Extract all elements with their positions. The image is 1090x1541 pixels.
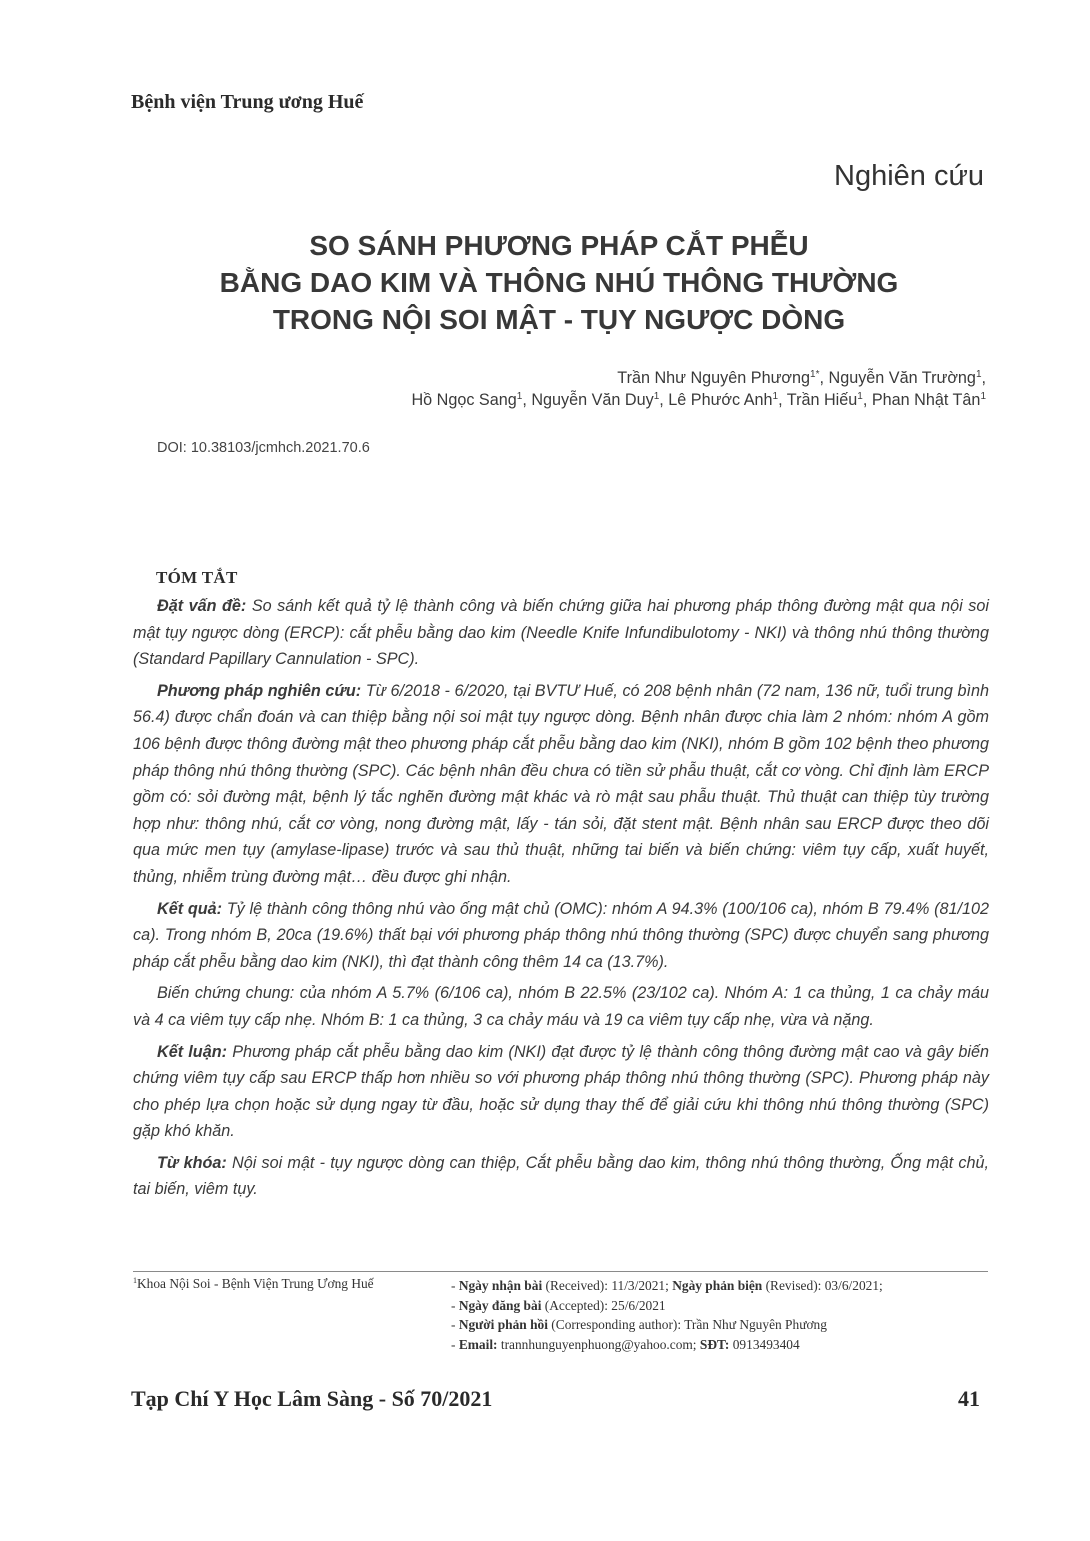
journal-footer: Tạp Chí Y Học Lâm Sàng - Số 70/2021 xyxy=(131,1386,493,1411)
footnote-divider xyxy=(133,1271,988,1272)
paragraph-label: Đặt vấn đề: xyxy=(157,597,247,615)
abstract-heading: TÓM TẮT xyxy=(156,568,238,587)
author-line-1: Trần Như Nguyên Phương$^{1*}$, Nguyễn Văn Trường$^1$, xyxy=(617,369,986,387)
received-label: Ngày nhận bài xyxy=(458,1278,543,1293)
footnote-dates xyxy=(451,1276,883,1354)
received-value: (Received): 11/3/2021; xyxy=(542,1278,673,1293)
author-name: Lê Phước Anh xyxy=(668,391,773,409)
email-label: Email: xyxy=(458,1336,498,1352)
affiliation-mark: 1 xyxy=(975,369,982,380)
title-line-2: BẰNG DAO KIM VÀ THÔNG NHÚ THÔNG THƯỜNG xyxy=(219,267,899,298)
author-name: Nguyễn Văn Duy xyxy=(531,391,654,409)
revised-label: Ngày phản biện xyxy=(672,1278,763,1293)
paragraph-text: Biến chứng chung: của nhóm A 5.7% (6/106 ca), nhóm B 22.5% (23/102 ca). Nhóm A: 1 ca thủng, 1 ca chảy máu và 4 ca viêm tụy cấp nhẹ. Nhóm B: 1 ca thủng, 3 ca chảy máu và 19 ca viêm tụy cấp nhẹ, vừa và nặng. xyxy=(133,984,989,1029)
abstract-paragraph xyxy=(133,896,989,976)
author-list xyxy=(411,367,986,411)
paragraph-text: Phương pháp cắt phễu bằng dao kim (NKI) đạt được tỷ lệ thành công thông đường mật cao và gây biến chứng viêm tụy cấp sau ERCP thấp hơn nhiều so với phương pháp thông nhú thông thường (SPC). Phương pháp này cho phép lựa chọn hoặc sử dụng ngay từ đầu, hoặc sử dụng thay thế để giải cứu khi thông nhú thông thường (SPC) gặp khó khăn. xyxy=(133,1042,990,1141)
section-label: Nghiên cứu xyxy=(834,160,984,192)
affiliation-mark: 1 xyxy=(772,391,779,402)
paragraph-text: Nội soi mật - tụy ngược dòng can thiệp, Cắt phễu bằng dao kim, thông nhú thông thường, Ống mật chủ, tai biến, viêm tụy. xyxy=(133,1153,989,1199)
accepted-label: Ngày đăng bài xyxy=(458,1297,542,1313)
affiliation-mark: 1 xyxy=(857,391,863,402)
paragraph-label: Kết quả: xyxy=(157,899,223,918)
accepted-value: (Accepted): 25/6/2021 xyxy=(541,1297,666,1313)
running-header-hospital: Bệnh viện Trung ương Huế xyxy=(131,91,364,113)
doi-link[interactable]: DOI: 10.38103/jcmhch.2021.70.6 xyxy=(157,440,370,456)
author-line-2: Hồ Ngọc Sang$^1$, Nguyễn Văn Duy$^1$, Lê Phước Anh$^1$, Trần Hiếu$^1$, Phan Nhật Tân$^1$ xyxy=(411,391,986,409)
affiliation-mark: 1 xyxy=(980,391,986,402)
article-title xyxy=(100,227,1018,338)
affiliation-mark: 1* xyxy=(810,369,820,380)
footnote-line: - Email: trannhunguyenphuong@yahoo.com; SĐT: 0913493404 xyxy=(451,1336,800,1352)
email-value[interactable]: trannhunguyenphuong@yahoo.com; xyxy=(497,1336,700,1352)
abstract-body xyxy=(133,593,989,1203)
abstract-paragraph xyxy=(133,593,989,673)
title-line-3: TRONG NỘI SOI MẬT - TỤY NGƯỢC DÒNG xyxy=(272,304,846,335)
keywords-paragraph xyxy=(133,1150,989,1203)
footnote-affiliation xyxy=(133,1276,374,1292)
affiliation-text: Khoa Nội Soi - Bệnh Viện Trung Ương Huế xyxy=(137,1276,374,1291)
paragraph-label: Từ khóa: xyxy=(157,1153,227,1172)
affiliation-mark: 1 xyxy=(133,1276,137,1285)
author-name: Nguyễn Văn Trường xyxy=(828,369,976,387)
revised-value: (Revised): 03/6/2021; xyxy=(762,1278,883,1293)
author-name: Trần Như Nguyên Phương xyxy=(617,369,811,387)
paragraph-text: So sánh kết quả tỷ lệ thành công và biến chứng giữa hai phương pháp thông đường mật qua nội soi mật tụy ngược dòng (ERCP): cắt phễu bằng dao kim (Needle Knife Infundibulotomy - NKI) và thông nhú thông thường (Standard Papillary Cannulation - SPC). xyxy=(133,597,989,669)
abstract-paragraph xyxy=(133,980,989,1033)
affiliation-mark: 1 xyxy=(516,391,523,402)
author-name: Phan Nhật Tân xyxy=(871,391,981,409)
footnote-line: - Người phản hồi (Corresponding author): Trần Như Nguyên Phương xyxy=(451,1317,827,1332)
author-name: Hồ Ngọc Sang xyxy=(411,391,517,409)
corresponding-label: Người phản hồi xyxy=(458,1317,548,1332)
paragraph-label: Phương pháp nghiên cứu: xyxy=(157,681,362,700)
affiliation-mark: 1 xyxy=(653,391,660,402)
paragraph-label: Kết luận: xyxy=(157,1042,227,1061)
page-number: 41 xyxy=(958,1386,980,1411)
abstract-paragraph xyxy=(133,1039,989,1145)
paragraph-text: Tỷ lệ thành công thông nhú vào ống mật chủ (OMC): nhóm A 94.3% (100/106 ca), nhóm B 79.4% (81/102 ca). Trong nhóm B, 20ca (19.6%) thất bại với phương pháp thông nhú thông thường (SPC) được chuyển sang phương pháp cắt phễu bằng dao kim (NKI), thì đạt thành công thêm 14 ca (13.7%). xyxy=(133,899,990,971)
footnote-line: - Ngày nhận bài (Received): 11/3/2021; Ngày phản biện (Revised): 03/6/2021; xyxy=(451,1278,883,1293)
abstract-paragraph xyxy=(133,678,989,891)
paragraph-text: Từ 6/2018 - 6/2020, tại BVTƯ Huế, có 208 bệnh nhân (72 nam, 136 nữ, tuổi trung bình 56.4) được chẩn đoán và can thiệp bằng nội soi mật tụy ngược dòng. Bệnh nhân được chia làm 2 nhóm: nhóm A gồm 106 bệnh được thông đường mật theo phương pháp cắt phễu bằng dao kim (NKI), nhóm B gồm 102 bệnh theo phương pháp thông nhú thông thường (SPC). Các bệnh nhân đều chưa có tiền sử phẫu thuật, cắt cơ vòng. Chỉ định làm ERCP gồm có: sỏi đường mật, bệnh lý tắc nghẽn đường mật khác và rò mật sau phẫu thuật. Thủ thuật can thiệp tùy trường hợp như: thông nhú, cắt cơ vòng, nong đường mật, lấy - tán sỏi, đặt stent mật. Bệnh nhân sau ERCP được theo dõi qua mức men tụy (amylase-lipase) trước và sau thủ thuật, những tai biến và biến chứng: viêm tụy cấp, xuất huyết, thủng, nhiễm trùng đường mật… đều được ghi nhận. xyxy=(133,681,989,886)
footnote-line: - Ngày đăng bài (Accepted): 25/6/2021 xyxy=(451,1297,666,1313)
title-line-1: SO SÁNH PHƯƠNG PHÁP CẮT PHỄU xyxy=(309,230,809,261)
phone-label: SĐT: xyxy=(699,1336,730,1352)
corresponding-value: (Corresponding author): Trần Như Nguyên Phương xyxy=(547,1317,827,1332)
author-name: Trần Hiếu xyxy=(786,391,858,409)
phone-value: 0913493404 xyxy=(729,1336,800,1352)
